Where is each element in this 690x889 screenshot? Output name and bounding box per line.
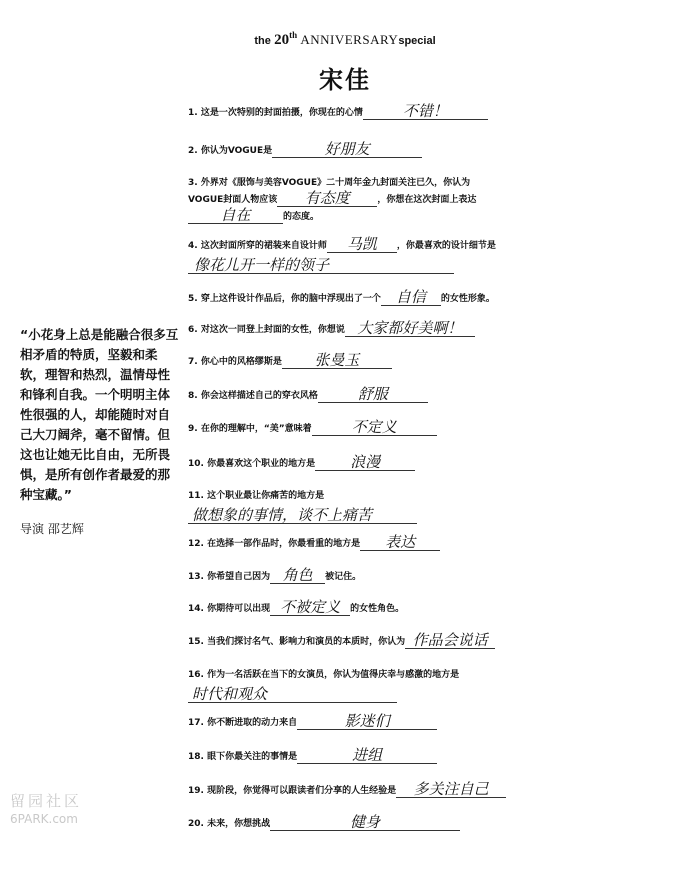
answer-19: 多关注自己 [396,781,506,798]
pull-quote: “小花身上总是能融合很多互相矛盾的特质，坚毅和柔软，理智和热烈，温情母性和锋利自我。一个明明主体性很强的人，却能随时对自己大刀阔斧，毫不留情。但这也让她无比自由，无所畏惧，是所有创作者最爱的那种宝藏。” [20,327,179,502]
banner-anniversary: ANNIVERSARY [300,32,399,47]
question-10: 10. 你最喜欢这个职业的地方是 浪漫 [188,454,415,471]
question-6: 6. 对这次一同登上封面的女性，你想说 大家都好美啊！ [188,320,475,337]
question-2: 2. 你认为VOGUE是 好朋友 [188,141,422,158]
question-12: 12. 在选择一部作品时，你最看重的地方是 表达 [188,534,440,551]
answer-18: 进组 [297,747,437,764]
answer-8: 舒服 [318,386,428,403]
question-3: 3. 外界对《服饰与美容VOGUE》二十周年金九封面关注已久，你认为 VOGUE封面人物应该 有态度 ，你想在这次封面上表达 自在 的态度。 [188,178,477,224]
question-5: 5. 穿上这件设计作品后，你的脑中浮现出了一个 自信 的女性形象。 [188,288,495,306]
answer-20: 健身 [270,814,460,831]
answer-10: 浪漫 [315,454,415,471]
quote-author: 导演 邵艺辉 [20,522,84,536]
question-18: 18. 眼下你最关注的事情是 进组 [188,747,437,764]
answer-3a: 有态度 [277,190,377,207]
question-8: 8. 你会这样描述自己的穿衣风格 舒服 [188,386,428,403]
answer-3b: 自在 [188,207,283,224]
question-13: 13. 你希望自己因为 角色 被记住。 [188,566,362,584]
question-14: 14. 你期待可以出现 不被定义 的女性角色。 [188,598,405,616]
site-watermark [10,792,82,828]
banner-special: special [398,35,436,47]
question-17: 17. 你不断进取的动力来自 影迷们 [188,713,437,730]
answer-4b: 像花儿开一样的领子 [188,257,454,274]
question-19: 19. 现阶段，你觉得可以跟读者们分享的人生经验是 多关注自己 [188,781,506,798]
answer-9: 不定义 [312,419,437,436]
page-title: 宋佳 [319,66,371,94]
answer-16: 时代和观众 [188,686,397,703]
answer-11: 做想象的事情，谈不上痛苦 [188,507,417,524]
question-7: 7. 你心中的风格缪斯是 张曼玉 [188,352,392,369]
watermark-url: 6PARK.com [10,812,78,826]
answer-1: 不错！ [363,103,488,120]
watermark-cn: 留园社区 [10,792,83,810]
banner-the: the [254,35,271,47]
answer-15: 作品会说话 [405,632,495,649]
anniversary-banner [0,30,690,49]
question-16: 16. 作为一名活跃在当下的女演员，你认为值得庆幸与感激的地方是 时代和观众 [188,670,460,703]
question-1: 1. 这是一次特别的封面拍摄，你现在的心情 不错！ [188,103,488,120]
answer-7: 张曼玉 [282,352,392,369]
answer-13: 角色 [270,567,325,584]
question-20: 20. 未来，你想挑战 健身 [188,814,460,831]
question-9: 9. 在你的理解中，“美”意味着 不定义 [188,419,437,436]
answer-6: 大家都好美啊！ [345,320,475,337]
banner-twenty: 20th [274,30,298,48]
answer-2: 好朋友 [272,141,422,158]
question-4: 4. 这次封面所穿的裙装来自设计师 马凯 ，你最喜欢的设计细节是 像花儿开一样的领子 [188,235,496,274]
question-15: 15. 当我们探讨名气、影响力和演员的本质时，你认为 作品会说话 [188,632,495,649]
answer-4a: 马凯 [327,236,397,253]
answer-14: 不被定义 [270,599,350,616]
answer-12: 表达 [360,534,440,551]
question-11: 11. 这个职业最让你痛苦的地方是 做想象的事情，谈不上痛苦 [188,489,417,524]
answer-17: 影迷们 [297,713,437,730]
answer-5: 自信 [381,289,441,306]
